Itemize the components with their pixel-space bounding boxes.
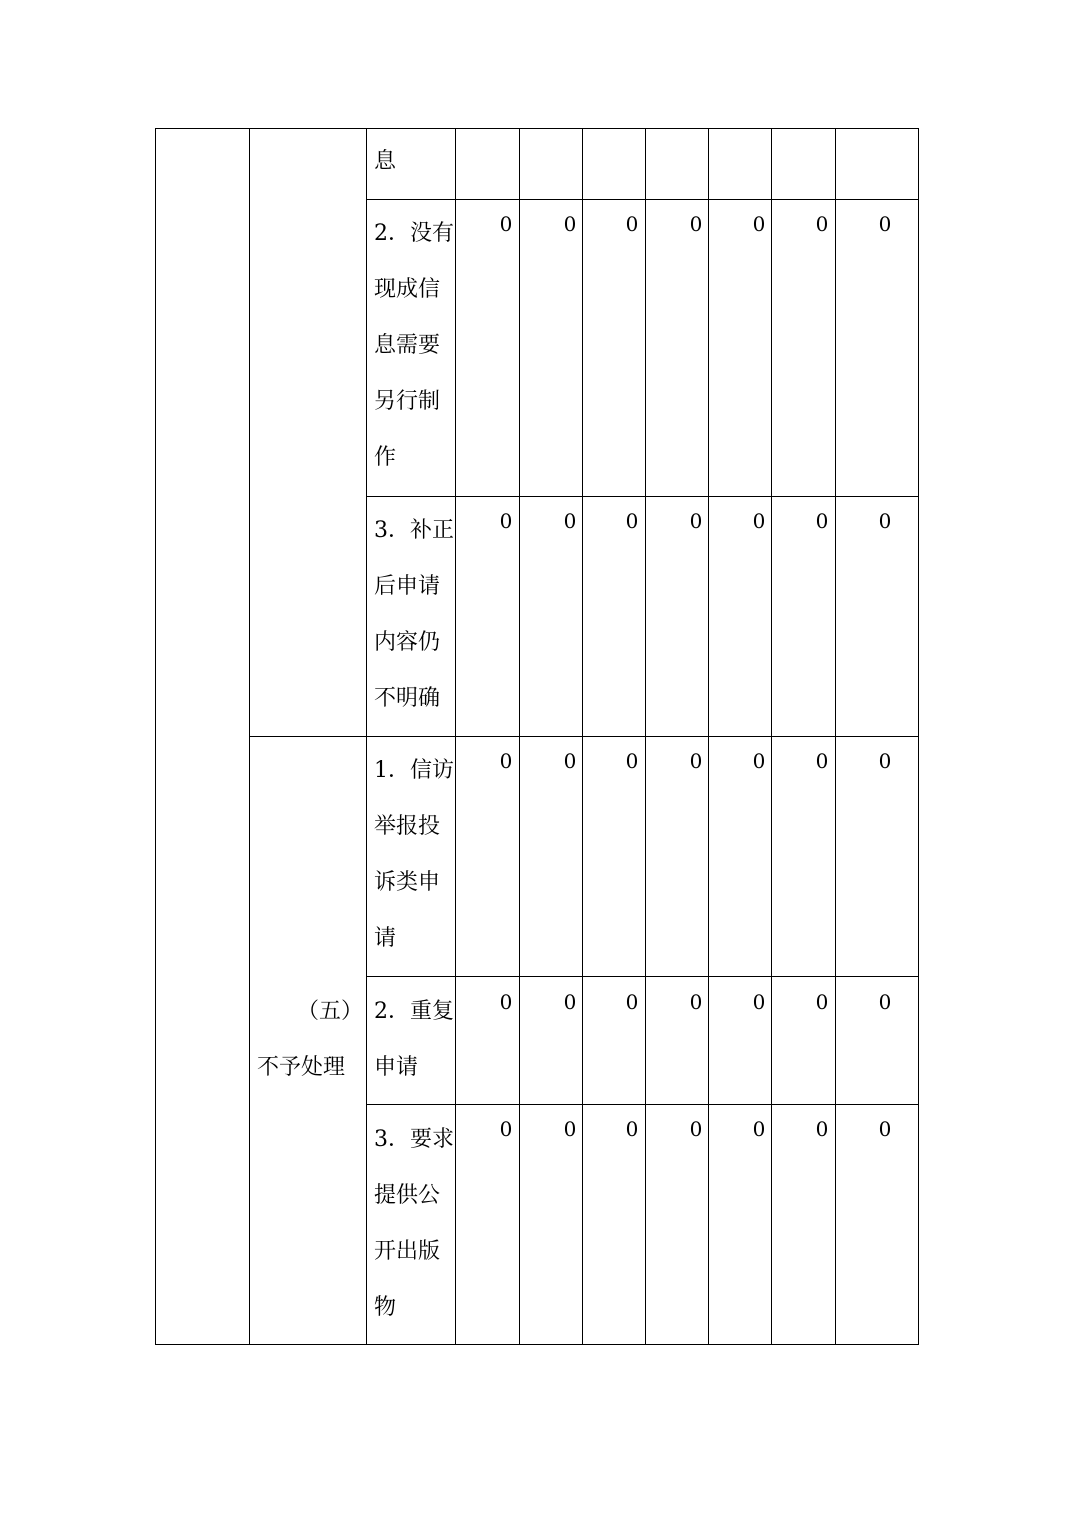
cell-value: 0: [563, 749, 577, 773]
item-label: 3．补正 后申请 内容仍 不明确: [374, 518, 454, 711]
row-divider: [366, 496, 919, 497]
cell-value: 0: [689, 1117, 703, 1141]
cell-value: 0: [499, 509, 513, 533]
cell-value: 0: [878, 509, 892, 533]
cell-value: 0: [752, 990, 766, 1014]
item-label: 2．重复 申请: [374, 999, 454, 1080]
item-label: 息: [374, 149, 397, 174]
cell-value: 0: [689, 212, 703, 236]
cell-value: 0: [815, 990, 829, 1014]
cell-value: 0: [563, 990, 577, 1014]
row-divider: [366, 976, 919, 977]
item-label: 1．信访 举报投 诉类申 请: [374, 758, 454, 951]
item-label: 2．没有 现成信 息需要 另行制 作: [374, 221, 454, 470]
cell-value: 0: [689, 749, 703, 773]
cell-value: 0: [689, 509, 703, 533]
cell-value: 0: [815, 1117, 829, 1141]
cell-value: 0: [752, 212, 766, 236]
cell-value: 0: [815, 749, 829, 773]
cell-value: 0: [563, 1117, 577, 1141]
cell-value: 0: [752, 1117, 766, 1141]
row-divider: [249, 736, 919, 737]
category-label: 不予处理: [257, 1055, 346, 1080]
category-label: （五）: [297, 999, 364, 1024]
cell-value: 0: [752, 749, 766, 773]
cell-value: 0: [878, 212, 892, 236]
cell-value: 0: [499, 212, 513, 236]
row-divider: [366, 199, 919, 200]
cell-value: 0: [878, 1117, 892, 1141]
cell-value: 0: [499, 1117, 513, 1141]
cell-value: 0: [625, 1117, 639, 1141]
table-border-bottom: [155, 1344, 919, 1345]
cell-value: 0: [752, 509, 766, 533]
cell-value: 0: [689, 990, 703, 1014]
table-border-left: [155, 128, 156, 1345]
cell-value: 0: [815, 509, 829, 533]
row-divider: [366, 1104, 919, 1105]
cell-value: 0: [499, 749, 513, 773]
cell-value: 0: [625, 509, 639, 533]
table-border-top: [155, 128, 919, 129]
cell-value: 0: [815, 212, 829, 236]
cell-value: 0: [625, 990, 639, 1014]
cell-value: 0: [563, 509, 577, 533]
cell-value: 0: [878, 990, 892, 1014]
cell-value: 0: [499, 990, 513, 1014]
cell-value: 0: [563, 212, 577, 236]
cell-value: 0: [878, 749, 892, 773]
cell-value: 0: [625, 212, 639, 236]
disclosure-statistics-table: [155, 128, 919, 1345]
cell-value: 0: [625, 749, 639, 773]
item-label: 3．要求 提供公 开出版 物: [374, 1127, 454, 1320]
